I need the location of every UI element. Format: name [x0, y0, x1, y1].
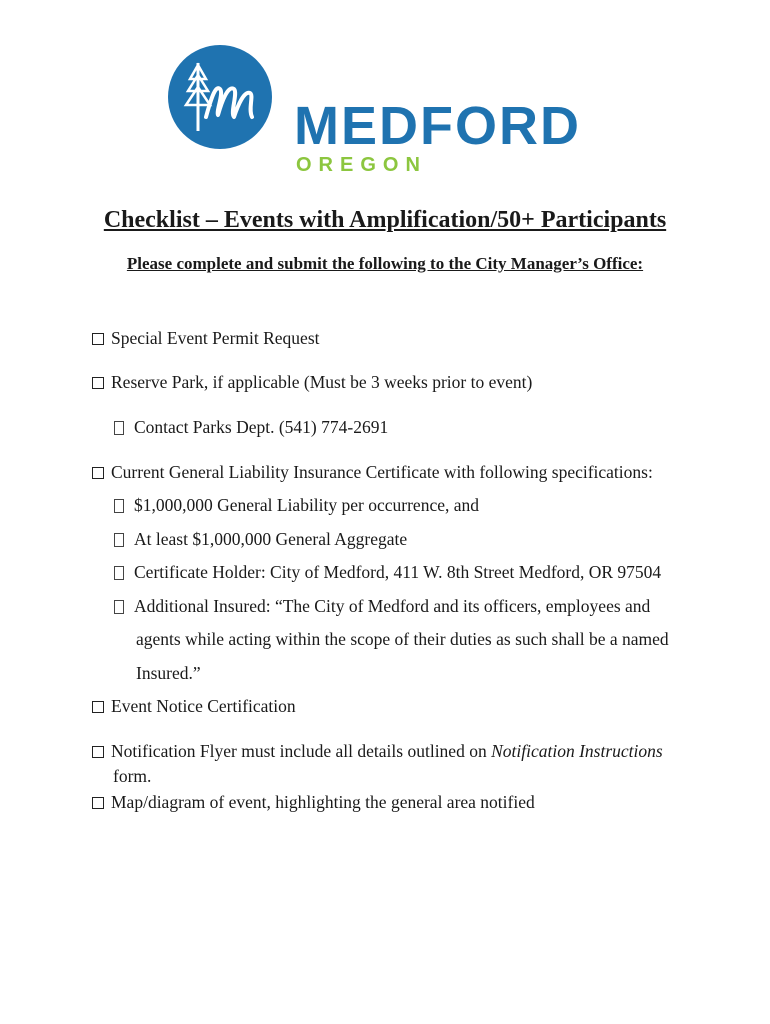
- checklist-item-permit[interactable]: [92, 327, 320, 349]
- medford-emblem-icon: [168, 45, 272, 149]
- checkbox[interactable]: [92, 797, 104, 809]
- item-label: Event Notice Certification: [111, 696, 296, 716]
- checkmark-icon: [114, 499, 124, 513]
- item-label: Special Event Permit Request: [111, 328, 320, 348]
- sub-item-additional-insured-cont: Insured.”: [136, 663, 201, 683]
- medford-logo: [168, 45, 608, 176]
- item-label: Map/diagram of event, highlighting the general area notified: [111, 792, 535, 812]
- checkbox[interactable]: [92, 377, 104, 389]
- checklist-item-insurance[interactable]: [92, 461, 653, 483]
- checkbox[interactable]: [92, 333, 104, 345]
- checkmark-icon: [114, 566, 124, 580]
- item-label-italic: Notification Instructions: [491, 741, 663, 761]
- sub-item-certificate-holder: [114, 561, 661, 583]
- checkmark-icon: [114, 533, 124, 547]
- checklist-item-flyer[interactable]: [92, 740, 663, 762]
- brand-name: MEDFORD: [294, 96, 581, 156]
- item-label: $1,000,000 General Liability per occurrence, and: [134, 495, 480, 515]
- brand-subtitle: OREGON: [296, 154, 427, 176]
- checkmark-icon: [114, 600, 124, 614]
- checkbox[interactable]: [92, 746, 104, 758]
- checklist-item-event-notice[interactable]: [92, 695, 296, 717]
- item-label: At least $1,000,000 General Aggregate: [134, 529, 408, 549]
- checkmark-icon: [114, 421, 124, 435]
- sub-item-additional-insured-cont: agents while acting within the scope of their duties as such shall be a named: [136, 629, 669, 649]
- checkbox[interactable]: [92, 467, 104, 479]
- sub-item-liability: [114, 494, 479, 516]
- page-title: Checklist – Events with Amplification/50+ Participants: [103, 207, 667, 233]
- checklist-item-flyer-cont: form.: [113, 766, 152, 786]
- sub-item-additional-insured: [114, 595, 650, 617]
- checklist-item-map[interactable]: [92, 791, 535, 813]
- item-label: Reserve Park, if applicable (Must be 3 weeks prior to event): [111, 372, 533, 392]
- sub-item-aggregate: [114, 528, 407, 550]
- item-label: Notification Flyer must include all details outlined on: [111, 741, 492, 761]
- checkbox[interactable]: [92, 701, 104, 713]
- page-subtitle: Please complete and submit the following to the City Manager’s Office:: [126, 254, 644, 273]
- checklist-item-reserve-park[interactable]: [92, 371, 532, 393]
- item-label: Current General Liability Insurance Certificate with following specifications:: [111, 462, 653, 482]
- item-label: Contact Parks Dept. (541) 774-2691: [134, 417, 389, 437]
- item-label: Certificate Holder: City of Medford, 411 W. 8th Street Medford, OR 97504: [134, 562, 662, 582]
- sub-item-contact-parks: [114, 416, 388, 438]
- item-label: Additional Insured: “The City of Medford and its officers, employees and: [134, 596, 651, 616]
